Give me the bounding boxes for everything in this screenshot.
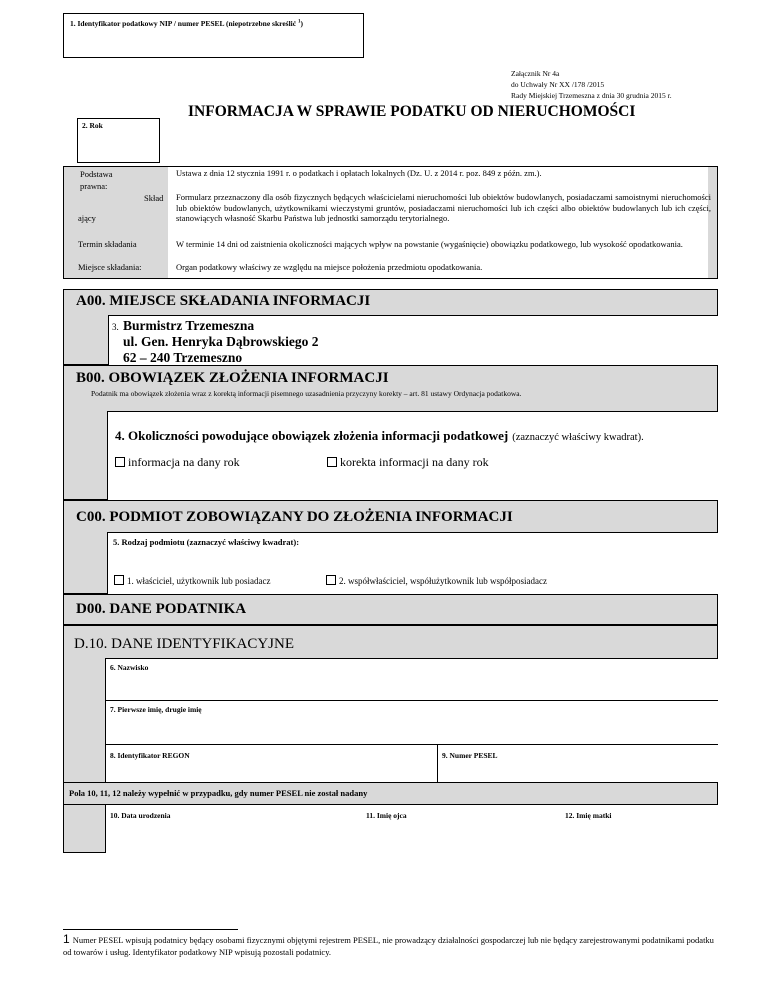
office-address-box: [108, 315, 718, 365]
filer-label-1: Skład: [144, 193, 164, 203]
section-b00-note: Podatnik ma obowiązek złożenia wraz z korektą informacji pisemnego uzasadnienia przyczyny korekty – art. 81 ustawy Ordynacja podatkowa.: [91, 389, 522, 398]
section-d10: [63, 625, 718, 783]
footnote-separator: [63, 929, 238, 930]
office-city: 62 – 240 Trzemeszno: [123, 350, 243, 365]
office-street: ul. Gen. Henryka Dąbrowskiego 2: [123, 334, 319, 349]
d10-birth-row: [63, 804, 718, 853]
footnote-text: Numer PESEL wpisują podatnicy będący osobami fizycznymi objętymi rejestrem PESEL, nie prowadzący działalności gospodarczej lub nie będący zarejestrowanymi podatnikami podatku od towarów i usług. Identyfikator podatkowy NIP wpisują pozostali podatnicy.: [63, 935, 714, 957]
basis-text: Ustawa z dnia 12 stycznia 1991 r. o podatkach i opłatach lokalnych (Dz. U. z 2014 r. poz. 849 z późn. zm.).: [176, 168, 542, 178]
option-coowner[interactable]: [326, 575, 547, 586]
first-names-field[interactable]: [105, 700, 718, 745]
field-5-label: 5. Rodzaj podmiotu (zaznaczyć właściwy kwadrat):: [113, 537, 300, 547]
section-b00-title: B00. OBOWIĄZEK ZŁOŻENIA INFORMACJI: [76, 370, 389, 386]
section-d10-title: D.10. DANE IDENTYFIKACYJNE: [74, 636, 294, 652]
section-c00: [63, 500, 718, 594]
attachment-line-2: do Uchwały Nr XX /178 /2015: [511, 80, 605, 89]
d10-note: Pola 10, 11, 12 należy wypełnić w przypadku, gdy numer PESEL nie został nadany: [69, 788, 368, 798]
section-d00: [63, 594, 718, 625]
option-coowner-label: 2. współwłaściciel, współużytkownik lub współposiadacz: [339, 576, 547, 586]
footnote-ref: 1: [297, 19, 301, 25]
father-name-label: 11. Imię ojca: [366, 811, 407, 820]
filer-label-2: ający: [78, 213, 96, 223]
deadline-text: W terminie 14 dni od zaistnienia okoliczności mających wpływ na powstanie (wygaśnięcie) obowiązku podatkowego, lub wysokość opodatkowania.: [176, 239, 683, 249]
place-label: Miejsce składania:: [78, 262, 142, 272]
nip-field[interactable]: [63, 13, 364, 58]
field-4-label: 4. Okoliczności powodujące obowiązek złożenia informacji podatkowej: [115, 428, 509, 443]
first-names-label: 7. Pierwsze imię, drugie imię: [110, 705, 202, 714]
mother-name-label: 12. Imię matki: [565, 811, 612, 820]
nip-label: 1. Identyfikator podatkowy NIP / numer PESEL (niepotrzebne skreślić: [70, 19, 297, 28]
place-text: Organ podatkowy właściwy ze względu na miejsce położenia przedmiotu opodatkowania.: [176, 262, 483, 272]
basis-label: Podstawa prawna:: [80, 169, 113, 191]
regon-label: 8. Identyfikator REGON: [110, 751, 190, 760]
office-name: Burmistrz Trzemeszna: [123, 318, 255, 333]
year-field[interactable]: [77, 118, 160, 163]
footnote-number: 1: [63, 932, 70, 946]
surname-field[interactable]: [105, 658, 718, 701]
section-d00-title: D00. DANE PODATNIKA: [76, 601, 247, 617]
section-c00-title: C00. PODMIOT ZOBOWIĄZANY DO ZŁOŻENIA INFORMACJI: [76, 509, 513, 525]
checkbox-annual[interactable]: [115, 457, 125, 467]
surname-label: 6. Nazwisko: [110, 663, 149, 672]
option-owner[interactable]: [114, 575, 270, 586]
regon-field[interactable]: [105, 744, 438, 784]
option-correction[interactable]: [327, 455, 489, 470]
option-correction-label: korekta informacji na dany rok: [340, 455, 489, 469]
checkbox-coowner[interactable]: [326, 575, 336, 585]
field-4-box: [107, 411, 718, 500]
deadline-label: Termin składania: [78, 239, 137, 249]
attachment-line-1: Załącznik Nr 4a: [511, 69, 560, 78]
option-owner-label: 1. właściciel, użytkownik lub posiadacz: [127, 576, 271, 586]
nip-label-close: ): [300, 19, 303, 28]
footnote: [63, 933, 718, 958]
office-address: [123, 318, 319, 366]
mother-name-field[interactable]: [561, 805, 718, 853]
attachment-line-3: Rady Miejskiej Trzemeszna z dnia 30 grudnia 2015 r.: [511, 91, 672, 100]
pesel-label: 9. Numer PESEL: [442, 751, 498, 760]
section-b00: [63, 365, 718, 500]
field-4-hint: (zaznaczyć właściwy kwadrat).: [512, 432, 644, 443]
option-annual[interactable]: [115, 455, 240, 470]
checkbox-owner[interactable]: [114, 575, 124, 585]
father-name-field[interactable]: [362, 805, 562, 853]
birth-date-label: 10. Data urodzenia: [110, 811, 171, 820]
filer-text: Formularz przeznaczony dla osób fizycznych będących właścicielami nieruchomości lub obiektów budowlanych, posiadaczami samoistnymi nieruchomości lub obiektów budowlanych, użytkownikami wieczystymi gruntów, posiadaczami nieruchomości lub ich części albo obiektów budowlanych lub ich części, stanowiących własność Skarbu Państwa lub jednostki samorządu terytorialnego.: [176, 192, 711, 223]
section-a00: [63, 289, 718, 365]
option-annual-label: informacja na dany rok: [128, 455, 240, 469]
checkbox-correction[interactable]: [327, 457, 337, 467]
birth-date-field[interactable]: [105, 805, 363, 853]
year-label: 2. Rok: [82, 121, 103, 130]
section-a00-title: A00. MIEJSCE SKŁADANIA INFORMACJI: [76, 293, 371, 309]
page-title: INFORMACJA W SPRAWIE PODATKU OD NIERUCHOMOŚCI: [188, 103, 636, 120]
d10-note-row: [63, 782, 718, 805]
pesel-field[interactable]: [437, 744, 718, 784]
field-5-box: [107, 532, 718, 594]
attachment-info: [511, 68, 672, 101]
field-3-number: 3.: [112, 322, 119, 332]
